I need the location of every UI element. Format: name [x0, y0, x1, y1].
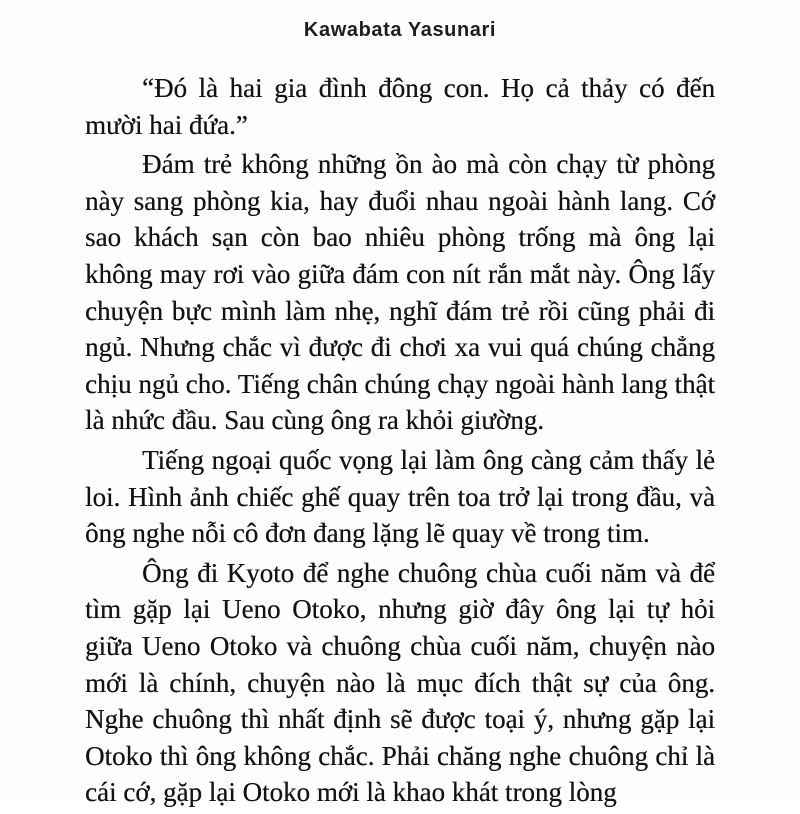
paragraph-kyoto-bells: Ông đi Kyoto để nghe chuông chùa cuối năm và để tìm gặp lại Ueno Otoko, nhưng giờ đây ông lại tự hỏi giữa Ueno Otoko và chuông chùa cuối năm, chuyện nào mới là chính, chuyện nào là mục đích thật sự của ông. Nghe chuông thì nhất định sẽ được toại ý, nhưng gặp lại Otoko thì ông không chắc. Phải chăng nghe chuông chỉ là cái cớ, gặp lại Otoko mới là khao khát trong lòng: [85, 557, 715, 808]
author-name: Kawabata Yasunari: [303, 19, 497, 41]
page-body: [85, 70, 715, 814]
paragraph-loneliness: Tiếng ngoại quốc vọng lại làm ông càng cảm thấy lẻ loi. Hình ảnh chiếc ghế quay trên toa trở lại trong đầu, và ông nghe nỗi cô đơn đang lặng lẽ quay về trong tim.: [85, 444, 715, 549]
running-header: [0, 19, 800, 42]
paragraph-dialogue-quote: “Đó là hai gia đình đông con. Họ cả thảy có đến mười hai đứa.”: [85, 73, 715, 140]
paragraph-children-noise: Đám trẻ không những ồn ào mà còn chạy từ phòng này sang phòng kia, hay đuổi nhau ngoài hành lang. Cớ sao khách sạn còn bao nhiêu phòng trống mà ông lại không may rơi vào giữa đám con nít rắn mắt này. Ông lấy chuyện bực mình làm nhẹ, nghĩ đám trẻ rồi cũng phải đi ngủ. Nhưng chắc vì được đi chơi xa vui quá chúng chẳng chịu ngủ cho. Tiếng chân chúng chạy ngoài hành lang thật là nhức đầu. Sau cùng ông ra khỏi giường.: [85, 149, 715, 436]
